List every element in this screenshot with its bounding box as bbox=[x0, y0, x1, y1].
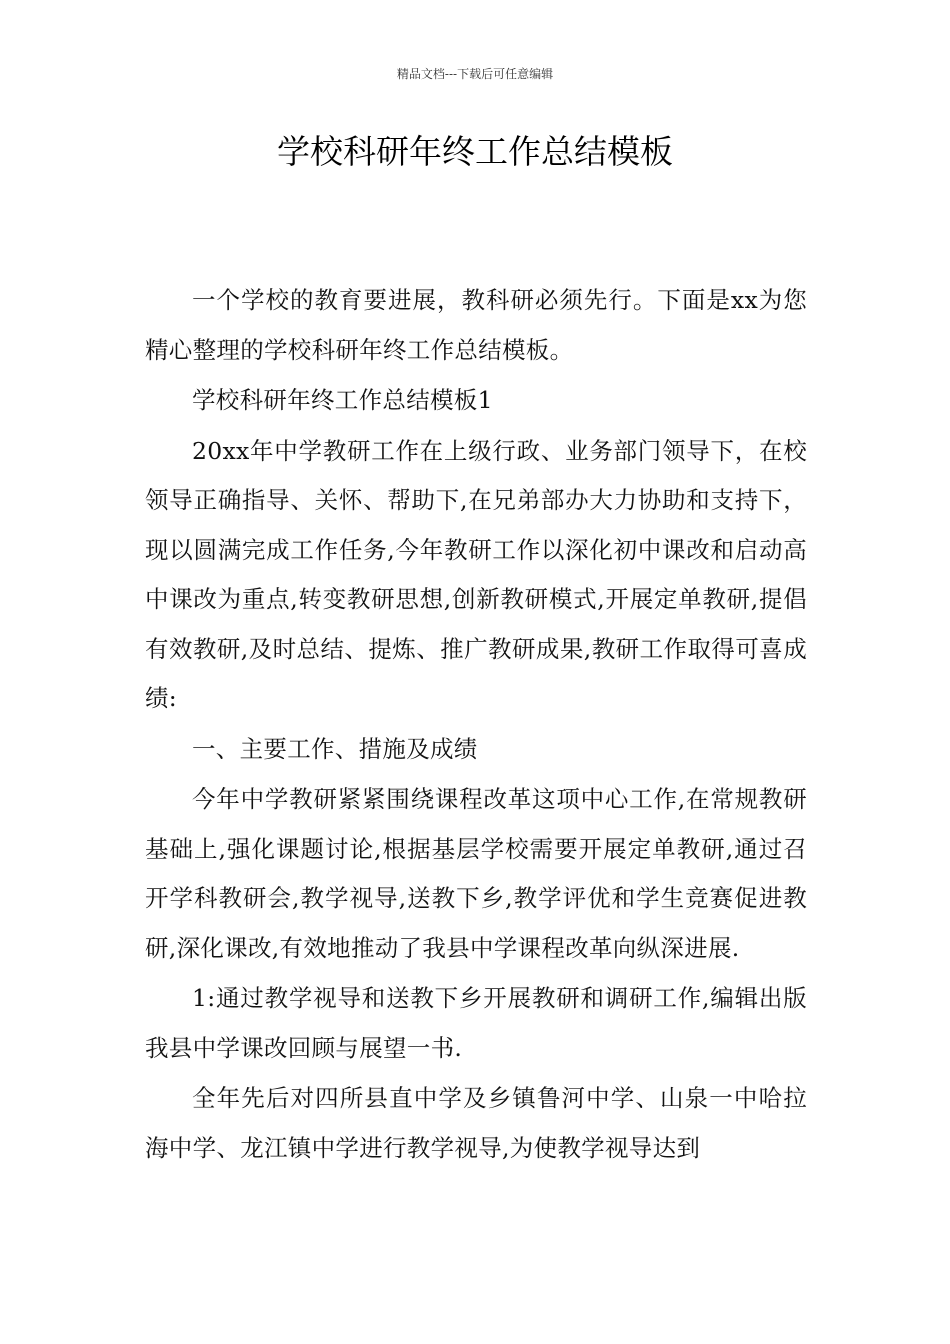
document-body bbox=[145, 276, 807, 1174]
paragraph-overview: 20xx年中学教研工作在上级行政、业务部门领导下，在校领导正确指导、关怀、帮助下,在兄弟部办大力协助和支持下，现以圆满完成工作任务,今年教研工作以深化初中课改和启动高中课改为重点,转变教研思想,创新教研模式,开展定单教研,提倡有效教研,及时总结、提炼、推广教研成果,教研工作取得可喜成绩: bbox=[145, 436, 807, 712]
paragraph-intro: 一个学校的教育要进展，教科研必须先行。下面是xx为您精心整理的学校科研年终工作总结模板。 bbox=[145, 286, 807, 364]
document-title: 学校科研年终工作总结模板 bbox=[277, 132, 673, 171]
page-header: 精品文档---下载后可任意编辑 bbox=[396, 67, 554, 81]
paragraph-visits: 全年先后对四所县直中学及乡镇鲁河中学、山泉一中哈拉海中学、龙江镇中学进行教学视导,为使教学视导达到 bbox=[145, 1084, 807, 1162]
paragraph-item-1: 1:通过教学视导和送教下乡开展教研和调研工作,编辑出版我县中学课改回顾与展望一书. bbox=[145, 984, 807, 1062]
paragraph-section-heading: 学校科研年终工作总结模板1 bbox=[192, 386, 493, 414]
paragraph-subheading: 一、主要工作、措施及成绩 bbox=[192, 734, 478, 763]
paragraph-main-work: 今年中学教研紧紧围绕课程改革这项中心工作,在常规教研基础上,强化课题讨论,根据基层学校需要开展定单教研,通过召开学科教研会,教学视导,送教下乡,教学评优和学生竞赛促进教研,深化课改,有效地推动了我县中学课程改革向纵深进展. bbox=[145, 785, 807, 962]
